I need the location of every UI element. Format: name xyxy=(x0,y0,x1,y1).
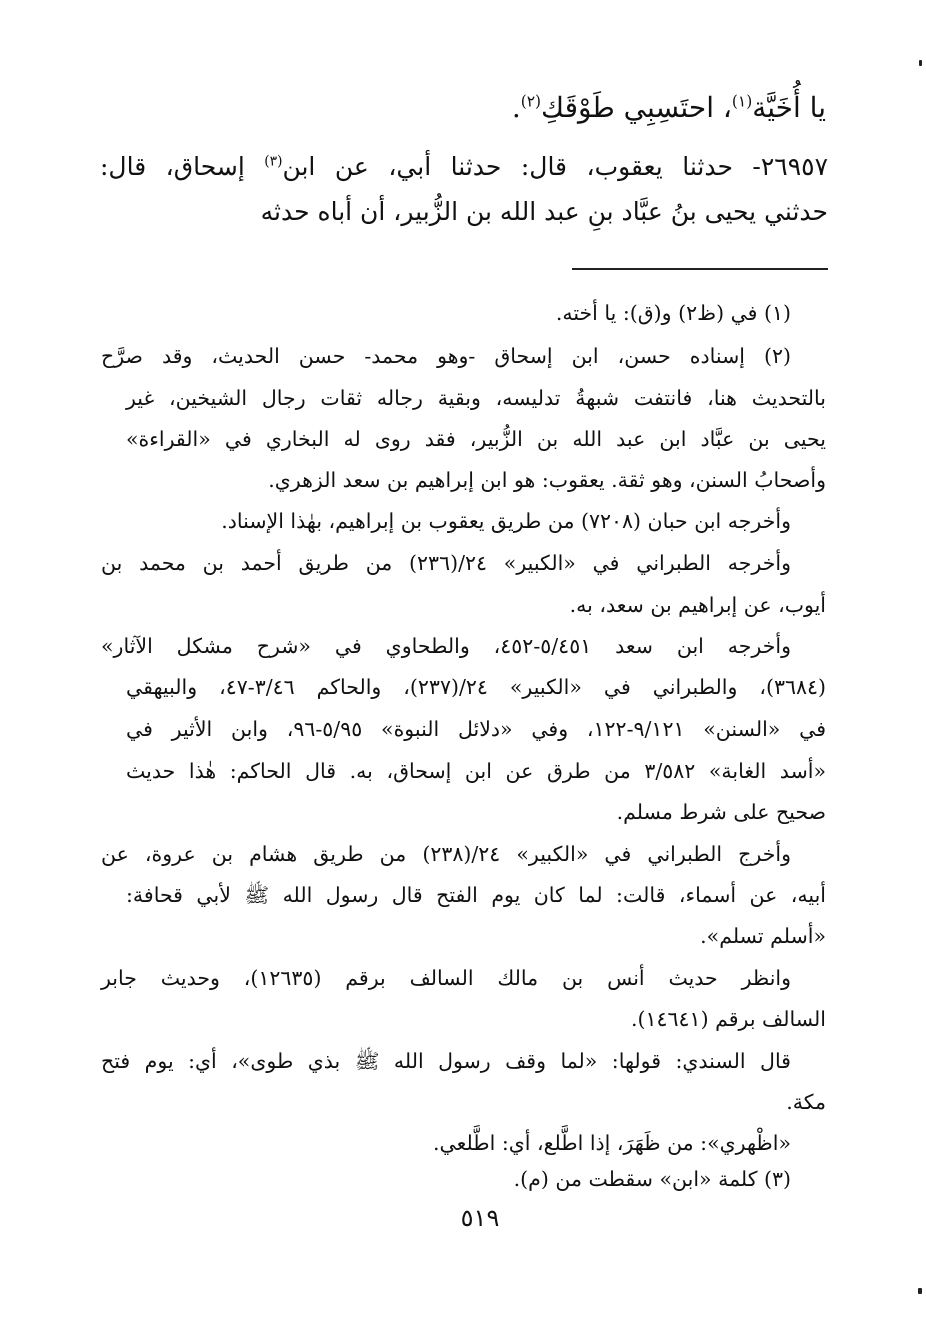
main-text: إسحاق، قال: xyxy=(100,152,265,181)
footnote-line: وانظر حديث أنس بن مالك السالف برقم (١٢٦٣٥)، وحديث جابر xyxy=(101,966,791,990)
footnote-line: (٢) إسناده حسن، ابن إسحاق -وهو محمد- حسن الحديث، وقد صرَّح xyxy=(101,344,791,368)
footnote-line: «أسد الغابة» ٣/٥٨٢ من طرق عن ابن إسحاق، به. قال الحاكم: هٰذا حديث xyxy=(126,759,826,783)
page-number: ٥١٩ xyxy=(460,1204,500,1232)
footnote-line: (١) في (ظ٢) و(ق): يا أخته. xyxy=(555,301,791,325)
scan-mark xyxy=(918,1288,922,1294)
footnote-line: قال السندي: قولها: «لما وقف رسول الله ﷺ بذي طوى»، أي: يوم فتح xyxy=(101,1049,791,1073)
scan-mark xyxy=(919,60,922,66)
footnote-line: وأخرج الطبراني في «الكبير» ٢٤/(٢٣٨) من طريق هشام بن عروة، عن xyxy=(101,842,791,866)
main-line-3: حدثني يحيى بنُ عبَّاد بنِ عبد الله بن الزُّبير، أن أباه حدثه xyxy=(260,197,828,226)
footnote-line: وأصحابُ السنن، وهو ثقة. يعقوب: هو ابن إبراهيم بن سعد الزهري. xyxy=(268,468,826,492)
footnote-ref: (٣) xyxy=(264,153,283,170)
footnote-line: (٣) كلمة «ابن» سقطت من (م). xyxy=(513,1167,791,1191)
footnote-line: وأخرجه ابن حبان (٧٢٠٨) من طريق يعقوب بن إبراهيم، بهٰذا الإسناد. xyxy=(221,509,791,533)
footnote-line: بالتحديث هنا، فانتفت شبهةُ تدليسه، وبقية رجاله ثقات رجال الشيخين، غير xyxy=(126,386,826,410)
footnote-line: يحيى بن عبَّاد ابن عبد الله بن الزُّبير، فقد روى له البخاري في «القراءة» xyxy=(126,427,826,451)
footnote-line: «أسلم تسلم». xyxy=(700,924,826,948)
footnote-line: (٣٦٨٤)، والطبراني في «الكبير» ٢٤/(٢٣٧)، والحاكم ٣/٤٦-٤٧، والبيهقي xyxy=(126,675,826,699)
main-line-2 xyxy=(100,150,828,184)
main-text: . xyxy=(511,91,521,124)
main-text: ، احتَسِبِي طَوْقَكِ xyxy=(541,91,732,124)
footnote-line: السالف برقم (١٤٦٤١). xyxy=(630,1007,826,1031)
footnote-line: وأخرجه ابن سعد ٥/٤٥١-٤٥٢، والطحاوي في «شرح مشكل الآثار» xyxy=(101,634,792,658)
footnote-line: مكة. xyxy=(786,1090,826,1114)
footnote-line: أيوب، عن إبراهيم بن سعد، به. xyxy=(569,593,826,617)
footnote-line: وأخرجه الطبراني في «الكبير» ٢٤/(٢٣٦) من طريق أحمد بن محمد بن xyxy=(101,551,791,575)
main-text: يا أُخَيَّة xyxy=(752,91,826,124)
main-line-1 xyxy=(126,88,826,128)
footnote-separator xyxy=(572,268,828,270)
footnote-line: «اظْهري»: من ظَهَرَ، إذا اطَّلع، أي: اطَّلعي. xyxy=(433,1131,791,1155)
footnote-ref: (١) xyxy=(731,92,753,111)
footnote-line: صحيح على شرط مسلم. xyxy=(616,800,826,824)
footnote-line: في «السنن» ٩/١٢١-١٢٢، وفي «دلائل النبوة» ٥/٩٥-٩٦، وابن الأثير في xyxy=(126,717,827,741)
footnote-line: أبيه، عن أسماء، قالت: لما كان يوم الفتح قال رسول الله ﷺ لأبي قحافة: xyxy=(126,883,826,907)
footnote-ref: (٢) xyxy=(520,92,542,111)
main-text: ٢٦٩٥٧- حدثنا يعقوب، قال: حدثنا أبي، عن ابن xyxy=(282,152,829,181)
